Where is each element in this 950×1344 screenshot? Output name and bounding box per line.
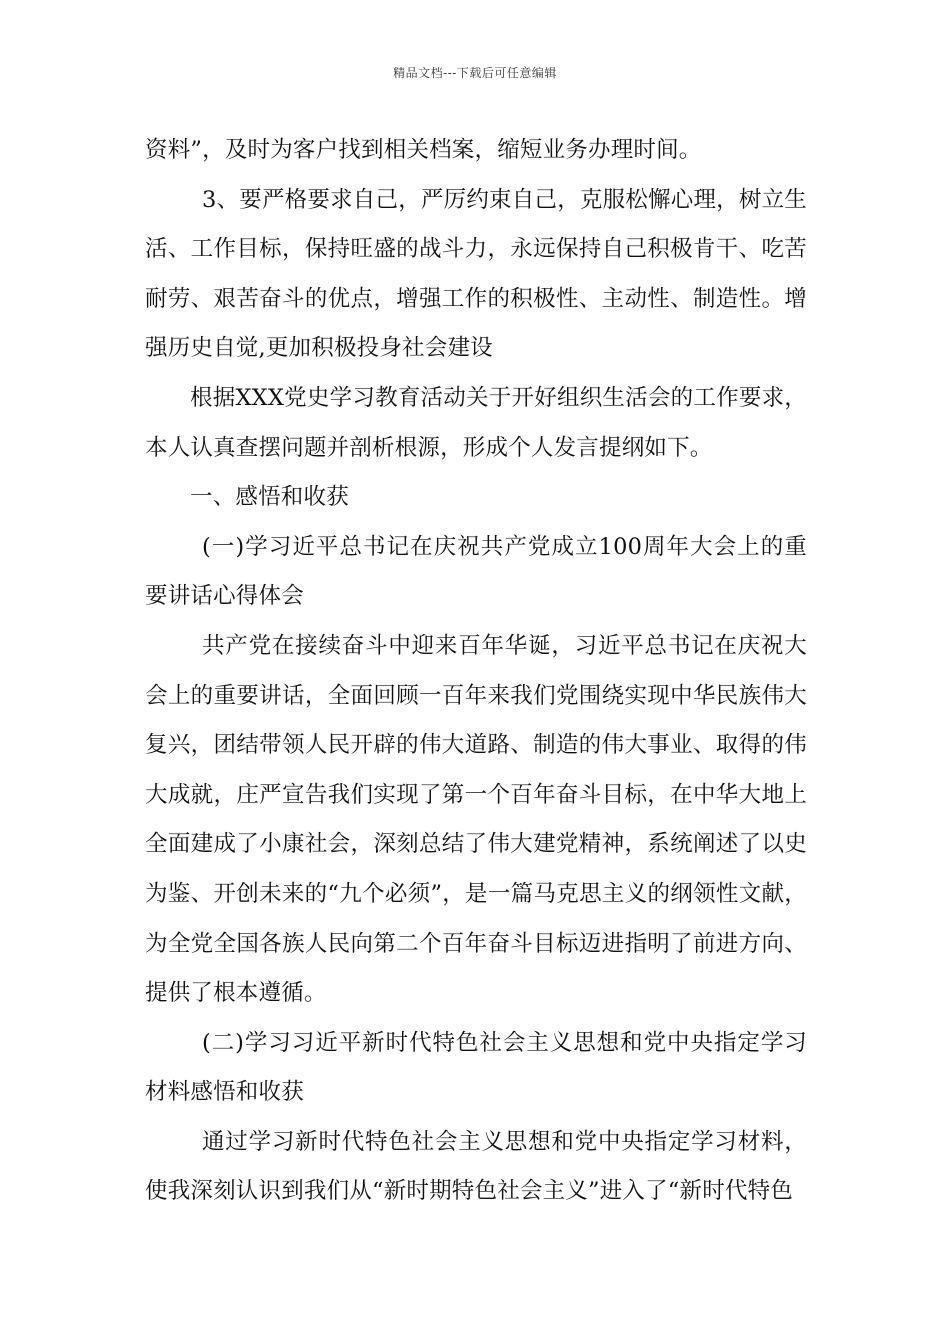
subsection-heading-1: (一)学习近平总书记在庆祝共产党成立100周年大会上的重要讲话心得体会 — [145, 533, 807, 610]
section-heading-1: 一、感悟和收获 — [190, 484, 349, 511]
paragraph-item-3: 3、要严格要求自己，严厉约束自己，克服松懈心理，树立生活、工作目标，保持旺盛的战斗力，永远保持自己积极肯干、吃苦耐劳、艰苦奋斗的优点，增强工作的积极性、主动性、制造性。增强历史自觉,更加积极投身社会建设 — [145, 186, 807, 362]
subsection-heading-2: (二)学习习近平新时代特色社会主义思想和党中央指定学习材料感悟和收获 — [145, 1029, 807, 1106]
document-body — [145, 126, 807, 1217]
paragraph-body-2: 通过学习新时代特色社会主义思想和党中央指定学习材料，使我深刻认识到我们从“新时期特色社会主义”进入了“新时代特色 — [145, 1128, 807, 1205]
page-header: 精品文档---下载后可任意编辑 — [393, 66, 557, 80]
paragraph-continuation: 资料”，及时为客户找到相关档案，缩短业务办理时间。 — [145, 137, 702, 163]
paragraph-intro: 根据XXX党史学习教育活动关于开好组织生活会的工作要求，本人认真查摆问题并剖析根源，形成个人发言提纲如下。 — [145, 384, 807, 461]
paragraph-body-1: 共产党在接续奋斗中迎来百年华诞，习近平总书记在庆祝大会上的重要讲话，全面回顾一百年来我们党围绕实现中华民族伟大复兴，团结带领人民开辟的伟大道路、制造的伟大事业、取得的伟大成就，庄严宣告我们实现了第一个百年奋斗目标，在中华大地上全面建成了小康社会，深刻总结了伟大建党精神，系统阐述了以史为鉴、开创未来的“九个必须”，是一篇马克思主义的纲领性文献，为全党全国各族人民向第二个百年奋斗目标迈进指明了前进方向、提供了根本遵循。 — [145, 632, 807, 1007]
